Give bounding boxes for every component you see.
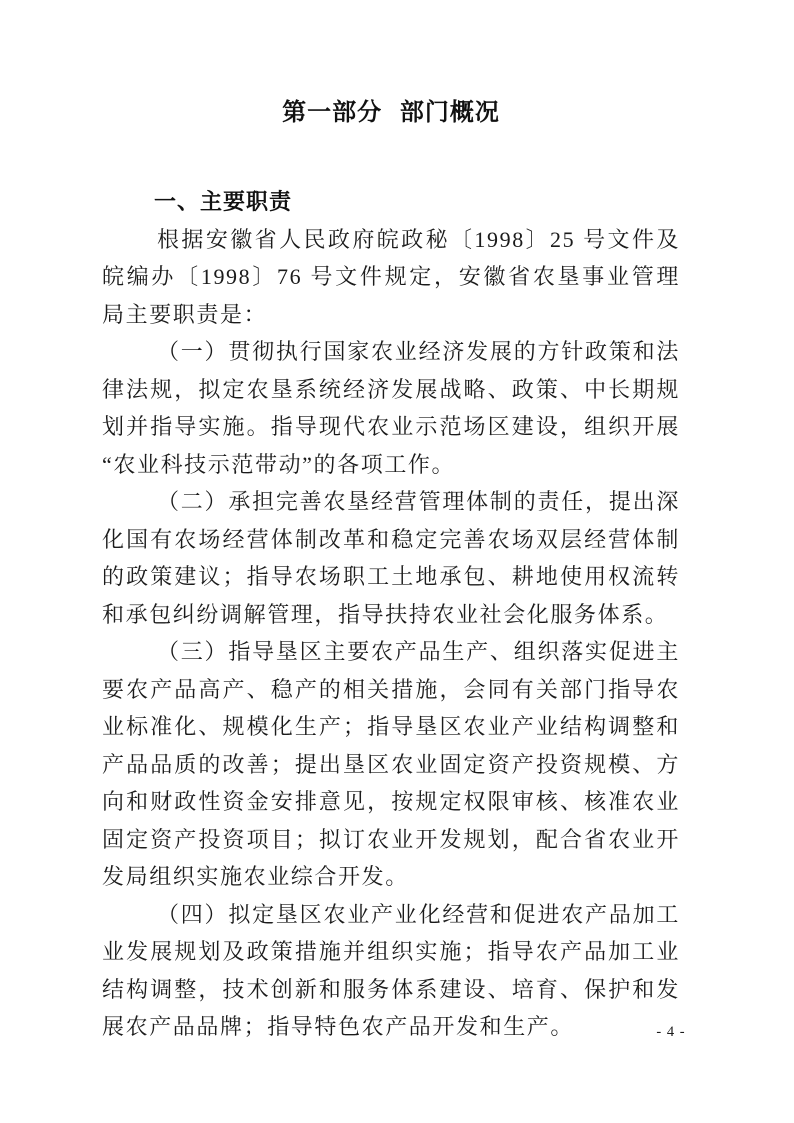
body-paragraph-duty-3: （三）指导垦区主要农产品生产、组织落实促进主要农产品高产、稳产的相关措施，会同有关部门指导农业标准化、规模化生产；指导垦区农业产业结构调整和产品品质的改善；提出垦区农业固定资产投资规模、方向和财政性资金安排意见，按规定权限审核、核准农业固定资产投资项目；拟订农业开发规划，配合省农业开发局组织实施农业综合开发。 xyxy=(102,639,680,889)
document-content xyxy=(102,96,680,1046)
section-heading: 一、主要职责 xyxy=(154,189,293,214)
body-paragraph-duty-1: （一）贯彻执行国家农业经济发展的方针政策和法律法规，拟定农垦系统经济发展战略、政策、中长期规划并指导实施。指导现代农业示范场区建设，组织开展“农业科技示范带动”的各项工作。 xyxy=(102,339,680,477)
body-paragraph-duty-2: （二）承担完善农垦经营管理体制的责任，提出深化国有农场经营体制改革和稳定完善农场双层经营体制的政策建议；指导农场职工土地承包、耕地使用权流转和承包纠纷调解管理，指导扶持农业社会化服务体系。 xyxy=(102,489,680,627)
body-paragraph-intro: 根据安徽省人民政府皖政秘〔1998〕25 号文件及皖编办〔1998〕76 号文件规定，安徽省农垦事业管理局主要职责是： xyxy=(102,226,680,327)
body-paragraph-duty-4: （四）拟定垦区农业产业化经营和促进农产品加工业发展规划及政策措施并组织实施；指导农产品加工业结构调整，技术创新和服务体系建设、培育、保护和发展农产品品牌；指导特色农产品开发和生产。 xyxy=(102,901,680,1039)
page-number: - 4 - xyxy=(656,1024,686,1040)
document-title: 第一部分 部门概况 xyxy=(282,99,500,126)
